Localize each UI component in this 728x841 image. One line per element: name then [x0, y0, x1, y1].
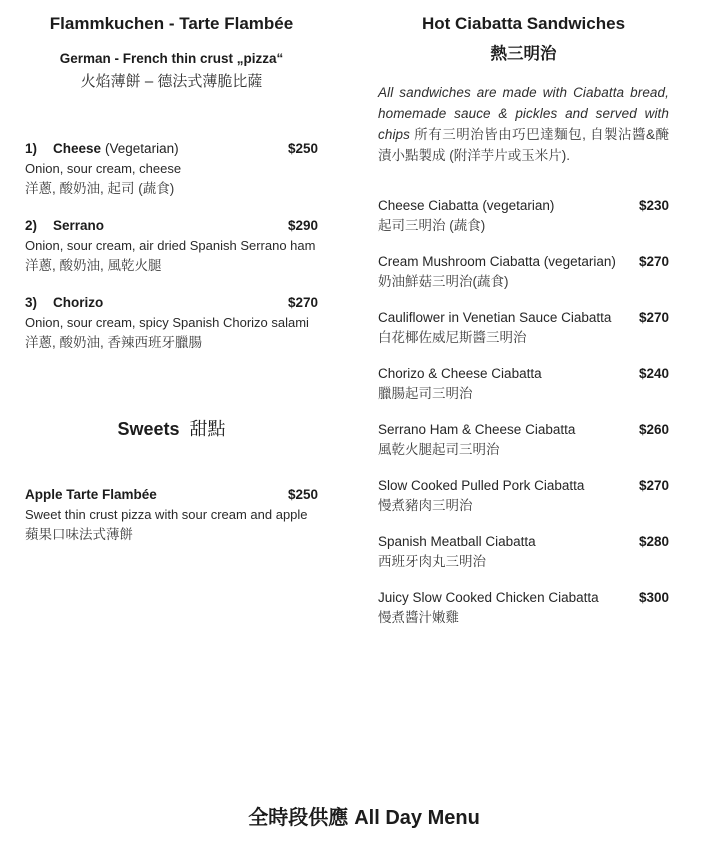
menu-item-cauliflower-ciabatta	[378, 308, 669, 348]
item-description: Sweet thin crust pizza with sour cream and apple	[25, 507, 308, 522]
item-name: Cheese Ciabatta (vegetarian)	[378, 198, 555, 213]
item-name: Juicy Slow Cooked Chicken Ciabatta	[378, 590, 599, 605]
ciabatta-items	[378, 196, 669, 628]
menu-item-head	[25, 293, 318, 313]
menu-item-pulled-pork-ciabatta	[378, 476, 669, 516]
item-description-zh: 蘋果口味法式薄餅	[25, 527, 133, 542]
item-price: $270	[638, 310, 669, 325]
item-description-zh: 慢煮醬汁嫩雞	[378, 610, 459, 625]
item-name: Apple Tarte Flambée	[25, 487, 157, 502]
menu-item-cream-mushroom-ciabatta	[378, 252, 669, 292]
item-name: Chorizo	[53, 295, 104, 310]
item-name: Serrano Ham & Cheese Ciabatta	[378, 422, 576, 437]
menu-item-chorizo	[25, 293, 318, 353]
item-price: $300	[638, 590, 669, 605]
menu-item-serrano	[25, 216, 318, 276]
item-description-zh: 慢煮豬肉三明治	[378, 498, 473, 513]
item-name: Chorizo & Cheese Ciabatta	[378, 366, 542, 381]
ciabatta-title-zh: 熱三明治	[490, 45, 557, 63]
item-number: 2)	[25, 218, 38, 233]
flammkuchen-title: Flammkuchen - Tarte Flambée	[49, 14, 294, 33]
menu-item-head	[378, 308, 669, 328]
item-description: Onion, sour cream, cheese	[25, 161, 182, 176]
flammkuchen-subtitle-zh: 火焰薄餅 – 德法式薄脆比薩	[80, 73, 263, 90]
ciabatta-intro-en: All sandwiches are made with Ciabatta bread, homemade sauce & pickles and served with chips	[378, 85, 669, 142]
item-description-zh: 洋蔥, 酸奶油, 香辣西班牙臘腸	[25, 335, 203, 350]
item-price: $240	[638, 366, 669, 381]
item-name: Slow Cooked Pulled Pork Ciabatta	[378, 478, 585, 493]
item-price: $250	[287, 487, 318, 502]
item-name: Serrano	[53, 218, 105, 233]
item-price: $270	[638, 478, 669, 493]
sweets-section-title	[25, 415, 318, 441]
sweets-items	[25, 485, 318, 545]
menu-item-head	[378, 364, 669, 384]
item-description-zh: 風乾火腿起司三明治	[378, 442, 500, 457]
item-name: Spanish Meatball Ciabatta	[378, 534, 536, 549]
item-description-zh: 白花椰佐威尼斯醬三明治	[378, 330, 527, 345]
item-price: $260	[638, 422, 669, 437]
menu-item-apple-tarte	[25, 485, 318, 545]
item-price: $270	[638, 254, 669, 269]
menu-item-serrano-ham-cheese-ciabatta	[378, 420, 669, 460]
menu-item-slow-cooked-chicken-ciabatta	[378, 588, 669, 628]
item-description-zh: 臘腸起司三明治	[378, 386, 473, 401]
item-name: Cheese	[53, 141, 102, 156]
item-description: Onion, sour cream, spicy Spanish Chorizo salami	[25, 315, 309, 330]
menu-item-chorizo-cheese-ciabatta	[378, 364, 669, 404]
menu-item-head	[25, 216, 318, 236]
menu-item-head	[378, 476, 669, 496]
item-name: Cream Mushroom Ciabatta (vegetarian)	[378, 254, 616, 269]
flammkuchen-items	[25, 139, 318, 353]
menu-item-head	[378, 532, 669, 552]
flammkuchen-section	[25, 14, 318, 562]
item-price: $230	[638, 198, 669, 213]
all-day-menu-footer	[0, 801, 728, 830]
item-description-zh: 洋蔥, 酸奶油, 起司 (蔬食)	[25, 181, 175, 196]
item-price: $280	[638, 534, 669, 549]
menu-item-spanish-meatball-ciabatta	[378, 532, 669, 572]
menu-item-head	[378, 252, 669, 272]
item-number: 1)	[25, 141, 38, 156]
flammkuchen-subtitle: German - French thin crust „pizza“	[59, 51, 284, 66]
menu-item-head	[378, 196, 669, 216]
item-description-zh: 起司三明治 (蔬食)	[378, 218, 486, 233]
item-description-zh: 洋蔥, 酸奶油, 風乾火腿	[25, 258, 162, 273]
item-description: Onion, sour cream, air dried Spanish Serrano ham	[25, 238, 316, 253]
item-price: $270	[287, 295, 318, 310]
item-name: Cauliflower in Venetian Sauce Ciabatta	[378, 310, 612, 325]
menu-item-head	[378, 588, 669, 608]
item-suffix: (Vegetarian)	[105, 141, 179, 156]
menu-item-head	[378, 420, 669, 440]
item-price: $250	[287, 141, 318, 156]
ciabatta-section	[378, 14, 669, 644]
sweets-title-zh: 甜點	[189, 419, 226, 439]
ciabatta-intro-zh: 所有三明治皆由巧巴達麵包, 自製沾醬&醃漬小點製成 (附洋芋片或玉米片).	[378, 127, 669, 163]
menu-item-head	[25, 139, 318, 159]
footer-text-en: All Day Menu	[354, 807, 480, 829]
ciabatta-title: Hot Ciabatta Sandwiches	[421, 14, 626, 33]
ciabatta-intro	[378, 82, 669, 166]
sweets-title-en: Sweets	[117, 419, 180, 439]
item-description-zh: 西班牙肉丸三明治	[378, 554, 486, 569]
menu-item-cheese-ciabatta	[378, 196, 669, 236]
menu-item-cheese	[25, 139, 318, 199]
item-number: 3)	[25, 295, 38, 310]
item-price: $290	[287, 218, 318, 233]
menu-item-head	[25, 485, 318, 505]
footer-text-zh: 全時段供應	[248, 807, 349, 829]
item-description-zh: 奶油鮮菇三明治(蔬食)	[378, 274, 509, 289]
